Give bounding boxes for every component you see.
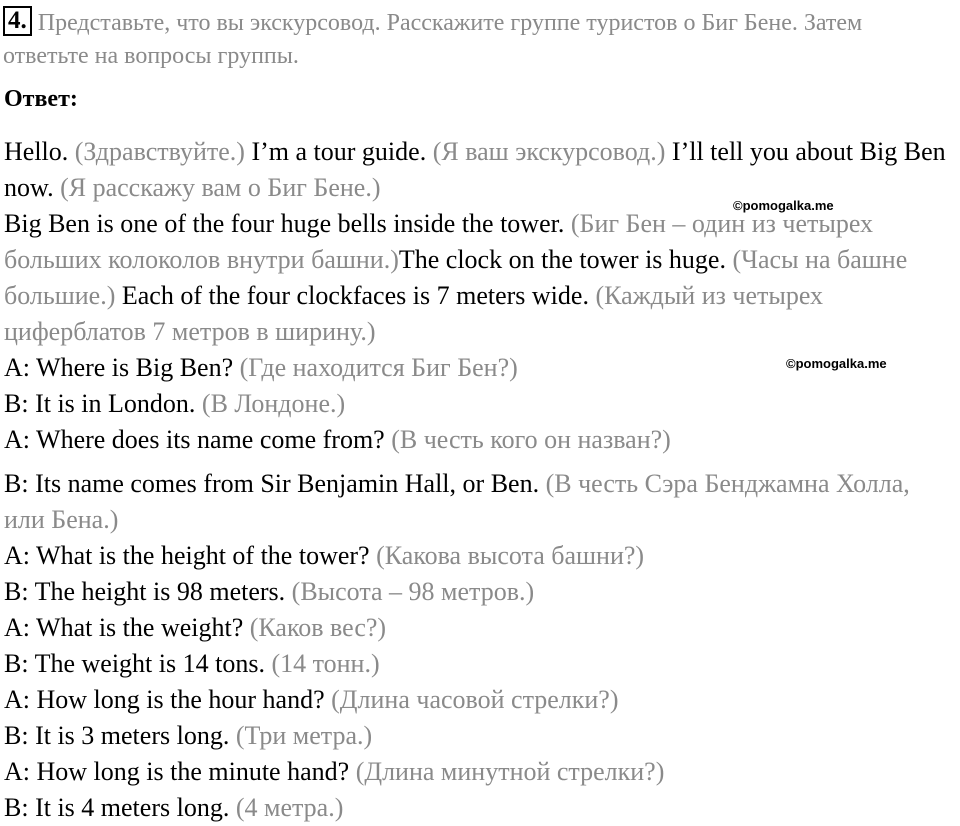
dialog-en: A: How long is the hour hand?: [4, 685, 325, 714]
dialog-en: A: What is the weight?: [4, 613, 244, 642]
dialog-ru: (Какова высота башни?): [376, 541, 645, 570]
dialog-en: B: It is 4 meters long.: [4, 793, 230, 822]
intro-ru-1: (Здравствуйте.): [74, 137, 245, 166]
fact-ru-1: (Биг Бен – один из четырех больших колоколов внутри башни.): [4, 209, 874, 274]
dialog-line: [4, 646, 954, 682]
dialog-en: B: The height is 98 meters.: [4, 577, 286, 606]
dialog-en: B: It is 3 meters long.: [4, 721, 230, 750]
dialog-en: B: The weight is 14 tons.: [4, 649, 265, 678]
facts-paragraph: [4, 206, 954, 350]
dialog-en: B: It is in London.: [4, 389, 196, 418]
dialog: [4, 350, 954, 826]
dialog-ru: (14 тонн.): [271, 649, 380, 678]
dialog-en: A: Where is Big Ben?: [4, 353, 234, 382]
intro-ru-3: (Я расскажу вам о Биг Бене.): [60, 173, 381, 202]
intro-en-1: Hello.: [4, 137, 69, 166]
task-number: 4.: [3, 6, 32, 36]
dialog-line: [4, 682, 954, 718]
fact-ru-3: (Каждый из четырех циферблатов 7 метров в ширину.): [4, 281, 824, 346]
dialog-line: [4, 466, 954, 538]
dialog-ru: (Длина часовой стрелки?): [331, 685, 619, 714]
intro-paragraph: [4, 134, 954, 206]
dialog-ru: (В честь кого он назван?): [391, 425, 671, 454]
dialog-ru: (4 метра.): [235, 793, 344, 822]
dialog-en: A: How long is the minute hand?: [4, 757, 350, 786]
dialog-line: [4, 790, 954, 826]
watermark: ©pomogalka.me: [733, 198, 834, 213]
fact-en-1: Big Ben is one of the four huge bells inside the tower.: [4, 209, 565, 238]
dialog-line: [4, 386, 954, 422]
dialog-ru: (Каков вес?): [249, 613, 387, 642]
task-text: Представьте, что вы экскурсовод. Расскажите группе туристов о Биг Бене. Затем ответьте на вопросы группы.: [3, 10, 863, 69]
dialog-line: [4, 422, 954, 458]
dialog-en: A: Where does its name come from?: [4, 425, 385, 454]
dialog-ru: (Три метра.): [235, 721, 373, 750]
intro-en-2: I’m a tour guide.: [251, 137, 427, 166]
dialog-line: [4, 718, 954, 754]
dialog-line: [4, 754, 954, 790]
dialog-line: [4, 610, 954, 646]
task-statement: [3, 6, 953, 73]
dialog-ru: (В Лондоне.): [201, 389, 346, 418]
fact-en-3: Each of the four clockfaces is 7 meters wide.: [121, 281, 589, 310]
intro-ru-2: (Я ваш экскурсовод.): [432, 137, 666, 166]
fact-en-2: The clock on the tower is huge.: [398, 245, 726, 274]
watermark: ©pomogalka.me: [786, 356, 887, 371]
dialog-line: [4, 574, 954, 610]
dialog-ru: (Где находится Биг Бен?): [239, 353, 518, 382]
dialog-line: [4, 538, 954, 574]
fact-ru-2: (Часы на башне большие.): [4, 245, 908, 310]
intro-en-3: I’ll tell you about Big Ben now.: [4, 137, 946, 202]
answer-label: Ответ:: [4, 86, 78, 112]
dialog-en: A: What is the height of the tower?: [4, 541, 370, 570]
dialog-ru: (В честь Сэра Бенджамна Холла, или Бена.): [4, 469, 910, 534]
answer-body: [4, 134, 954, 826]
dialog-ru: (Длина минутной стрелки?): [355, 757, 665, 786]
dialog-ru: (Высота – 98 метров.): [291, 577, 535, 606]
dialog-en: B: Its name comes from Sir Benjamin Hall, or Ben.: [4, 469, 540, 498]
